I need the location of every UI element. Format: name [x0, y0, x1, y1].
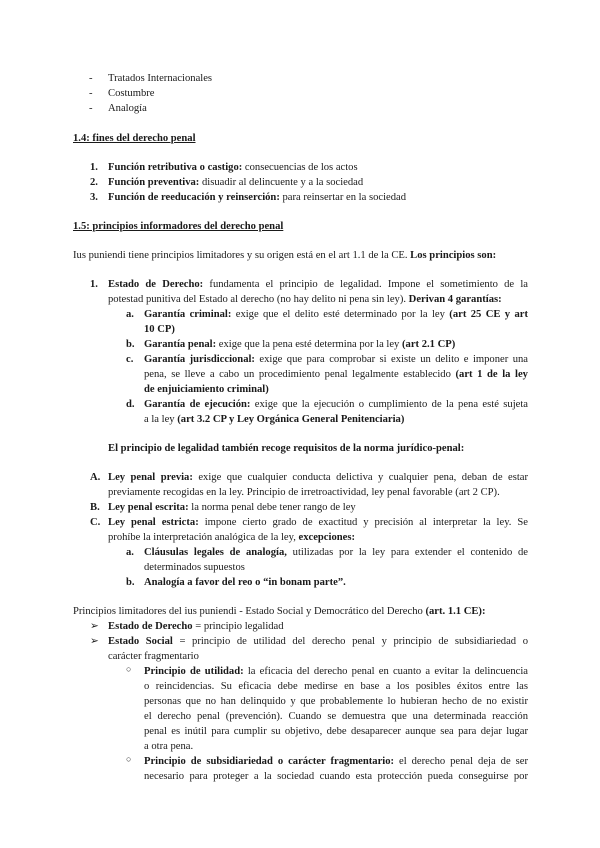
item-label: Garantía penal:	[144, 339, 217, 350]
item-label: Función retributiva o castigo:	[108, 162, 243, 173]
paragraph-line	[144, 545, 528, 560]
item-text: exige que cualquier conducta delictiva y cualquier pena, deban de estar	[192, 472, 528, 483]
intro-bold: Los principios son:	[410, 250, 497, 261]
item-ref: (art 25 CE y art	[449, 309, 528, 320]
item-text: exige que la pena esté determina por la ley	[216, 339, 400, 350]
item-text: pena, se lleve a cabo un procedimiento penal legalmente establecido	[144, 369, 451, 380]
item-ref: (art 1 de la ley	[455, 369, 528, 380]
circle-bullet-icon: ○	[126, 754, 132, 764]
list-number: 1.	[90, 162, 98, 173]
paragraph-line	[144, 412, 404, 427]
item-bold: Derivan 4 garantías:	[408, 294, 502, 305]
item-label: Ley penal estricta:	[108, 517, 199, 528]
paragraph-line	[144, 397, 528, 412]
list-letter: b.	[126, 339, 135, 350]
paragraph-line	[108, 470, 528, 485]
subheading: El principio de legalidad también recoge requisitos de la norma jurídico-penal:	[108, 443, 465, 454]
list-letter: A.	[90, 472, 101, 483]
paragraph-line	[108, 530, 355, 545]
paragraph-line	[108, 634, 528, 649]
paragraph-line	[144, 307, 528, 322]
paragraph-line	[144, 352, 528, 367]
paragraph-line: necesario para proteger a la sociedad cuando esta protección pueda conseguirse por	[144, 771, 528, 782]
item-text: prohíbe la interpretación analógica de la ley,	[108, 532, 296, 543]
item-label: Estado de Derecho:	[108, 279, 204, 290]
paragraph-line: previamente recogidas en la ley. Principio de irretroactividad, ley penal favorable (art 2 CP).	[108, 487, 500, 498]
list-letter: a.	[126, 309, 134, 320]
intro-text: Ius puniendi tiene principios limitadores y su origen está en el art 1.1 de la CE.	[73, 250, 408, 261]
item-text: consecuencias de los actos	[242, 162, 358, 173]
section-heading: 1.5: principios informadores del derecho penal	[73, 221, 284, 232]
paragraph-line	[144, 754, 528, 769]
item-label: Ley penal escrita:	[108, 502, 189, 513]
paragraph-line	[144, 337, 455, 352]
list-letter: B.	[90, 502, 100, 513]
item-label: Garantía jurisdiccional:	[144, 354, 255, 365]
list-dash: -	[89, 88, 93, 99]
list-number: 3.	[90, 192, 98, 203]
item-text: = principio de utilidad del derecho penal y principio de subsidiariedad o	[172, 636, 528, 647]
item-ref: 10 CP)	[144, 324, 175, 335]
list-letter: b.	[126, 577, 135, 588]
list-item	[90, 175, 364, 190]
item-text: para reinsertar en la sociedad	[279, 192, 407, 203]
list-number: 2.	[90, 177, 98, 188]
item-label: Ley penal previa:	[108, 472, 193, 483]
item-label: Garantía de ejecución:	[144, 399, 251, 410]
item-label: Función preventiva:	[108, 177, 200, 188]
paragraph-line	[108, 292, 502, 307]
item-label: Cláusulas legales de analogía,	[144, 547, 287, 558]
item-text: a la ley	[144, 414, 175, 425]
paragraph-line: el derecho penal (prevención). Cuando se demuestra que una determinada reacción	[144, 711, 528, 722]
item-text: potestad punitiva del Estado al derecho (no hay delito ni pena sin ley).	[108, 294, 407, 305]
list-item: Tratados Internacionales	[108, 73, 213, 84]
circle-bullet-icon: ○	[126, 664, 132, 674]
list-dash: -	[89, 73, 93, 84]
item-label: Función de reeducación y reinserción:	[108, 192, 280, 203]
intro-paragraph	[73, 248, 496, 263]
list-dash: -	[89, 103, 93, 114]
paragraph-line: personas que no han delinquido y que probablemente lo hubieran hecho de no existir	[144, 696, 528, 707]
item-label: Estado Social	[108, 636, 173, 647]
list-letter: C.	[90, 517, 101, 528]
list-letter: d.	[126, 399, 135, 410]
intro-paragraph	[73, 604, 485, 619]
paragraph-line	[108, 515, 528, 530]
paragraph-line: a otra pena.	[144, 741, 194, 752]
paragraph-line	[144, 367, 528, 382]
item-text: la eficacia del derecho penal en cuanto a evitar la delincuencia	[243, 666, 528, 677]
list-item: Costumbre	[108, 88, 155, 99]
item-text: el derecho penal deja de ser	[394, 756, 528, 767]
item-label: Principio de subsidiariedad o carácter fragmentario:	[144, 756, 395, 767]
list-letter: a.	[126, 547, 134, 558]
item-text: = principio legalidad	[192, 621, 284, 632]
item-ref: de enjuiciamiento criminal)	[144, 384, 269, 395]
item-text: exige que para comprobar si existe un delito e imponer una	[254, 354, 528, 365]
arrow-bullet-icon: ➢	[90, 621, 99, 632]
paragraph-line: penal es inútil para cumplir su objetivo, debe desaparecer aunque sea para dejar lugar	[144, 726, 528, 737]
intro-text: Principios limitadores del ius puniendi - Estado Social y Democrático del Derecho	[73, 606, 423, 617]
list-letter: c.	[126, 354, 134, 365]
item-text: utilizadas por la ley para extender el contenido de	[286, 547, 528, 558]
item-label: Garantía criminal:	[144, 309, 232, 320]
item-label: Principio de utilidad:	[144, 666, 244, 677]
list-number: 1.	[90, 279, 98, 290]
paragraph-line: determinados supuestos	[144, 562, 245, 573]
item-text: fundamenta el principio de legalidad. Impone el sometimiento de la	[203, 279, 528, 290]
item-label: Analogía a favor del reo o “in bonam parte”.	[144, 577, 346, 588]
item-text: la norma penal debe tener rango de ley	[188, 502, 356, 513]
item-ref: (art 2.1 CP)	[402, 339, 456, 350]
arrow-bullet-icon: ➢	[90, 636, 99, 647]
item-text: exige que la ejecución o cumplimiento de la pena esté sujeta	[250, 399, 528, 410]
item-text: impone cierto grado de exactitud y precisión al interpretar la ley. Se	[198, 517, 528, 528]
list-item	[90, 190, 407, 205]
item-bold: excepciones:	[298, 532, 355, 543]
list-item	[90, 160, 358, 175]
paragraph-line: o reincidencias. Su eficacia debe medirse en base a los posibles éxitos entre las	[144, 681, 528, 692]
paragraph-line	[144, 664, 528, 679]
list-item: Analogía	[108, 103, 147, 114]
item-text: exige que el delito esté determinado por la ley	[231, 309, 445, 320]
section-heading: 1.4: fines del derecho penal	[73, 133, 196, 144]
item-label: Estado de Derecho	[108, 621, 193, 632]
paragraph-line	[108, 277, 528, 292]
intro-bold: (art. 1.1 CE):	[425, 606, 486, 617]
item-ref: (art 3.2 CP y Ley Orgánica General Penitenciaria)	[177, 414, 405, 425]
paragraph-line	[108, 500, 356, 515]
paragraph-line: carácter fragmentario	[108, 651, 199, 662]
paragraph-line	[108, 619, 284, 634]
item-text: disuadir al delincuente y a la sociedad	[199, 177, 364, 188]
